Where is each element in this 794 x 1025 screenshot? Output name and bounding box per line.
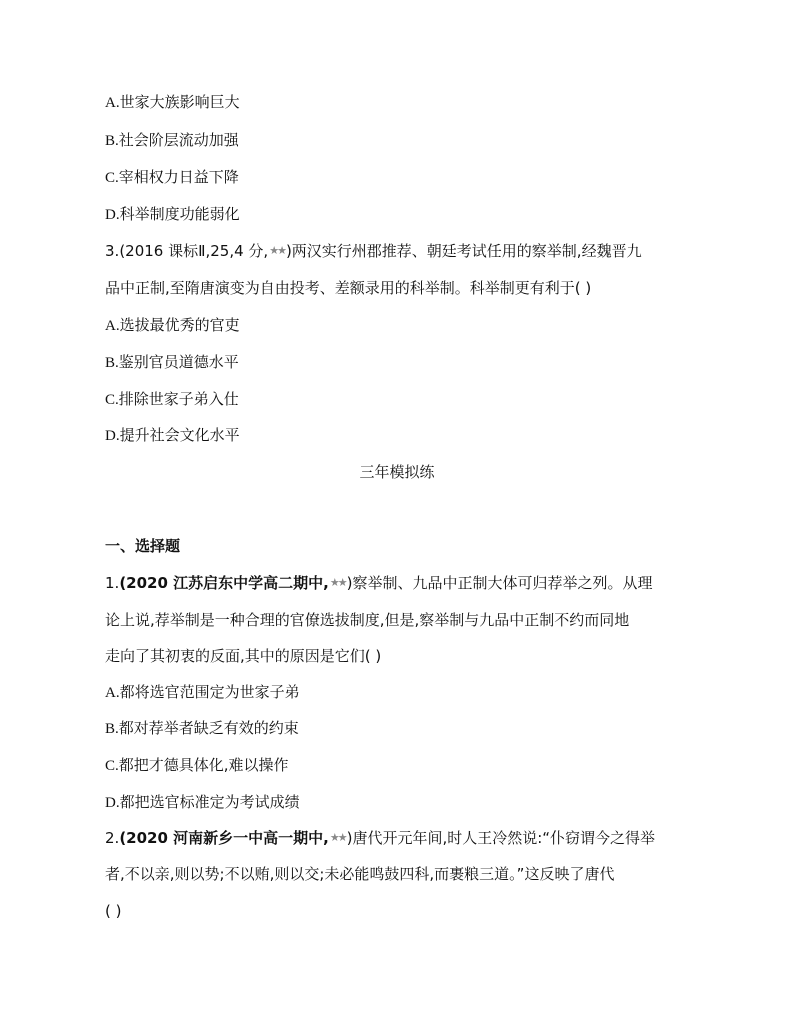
question-3-line-1 [105, 241, 642, 261]
question-number: 2. [105, 829, 120, 847]
option-a [105, 92, 240, 113]
star-icon: ★★ [329, 831, 346, 844]
option-a [105, 682, 300, 703]
option-letter: A. [105, 318, 120, 334]
question-text: 察举制、九品中正制大体可归荐举之列。从理 [352, 574, 653, 592]
option-text: 都把才德具体化,难以操作 [118, 756, 289, 774]
question-source: (2020 江苏启东中学高二期中, [119, 574, 329, 592]
option-letter: B. [105, 355, 119, 371]
option-text: 鉴别官员道德水平 [118, 353, 239, 371]
option-b [105, 130, 239, 151]
option-text: 社会阶层流动加强 [118, 131, 239, 149]
question-text: 唐代开元年间,时人王冷然说:“仆窃谓今之得举 [352, 829, 656, 847]
option-d [105, 792, 300, 813]
question-3-line-2 [105, 278, 591, 298]
question-1-line-2 [105, 610, 629, 630]
question-2-line-3 [105, 901, 121, 921]
question-text: 两汉实行州郡推荐、朝廷考试任用的察举制,经魏晋九 [291, 242, 642, 260]
option-letter: C. [105, 392, 119, 408]
option-letter: C. [105, 758, 119, 774]
question-text: 走向了其初衷的反面,其中的原因是它们 [105, 647, 365, 665]
option-text: 科举制度功能弱化 [119, 205, 240, 223]
star-icon: ★★ [269, 244, 285, 257]
option-letter: D. [105, 428, 120, 444]
answer-paren: ( ) [574, 279, 592, 297]
option-letter: B. [105, 721, 119, 737]
star-icon: ★★ [329, 576, 346, 589]
part-heading: 一、选择题 [105, 537, 181, 555]
question-text: 品中正制,至隋唐演变为自由投考、差额录用的科举制。科举制更有利于 [105, 279, 575, 297]
source-end: ) [346, 829, 353, 847]
option-text: 选拔最优秀的官吏 [119, 316, 240, 334]
answer-paren: ( ) [364, 647, 382, 665]
option-d [105, 425, 240, 446]
option-letter: D. [105, 795, 120, 811]
question-2-line-1 [105, 828, 655, 848]
option-text: 排除世家子弟入仕 [118, 390, 239, 408]
option-a [105, 315, 240, 336]
answer-paren: ( ) [105, 902, 122, 920]
question-text: 者,不以亲,则以势;不以贿,则以交;未必能鸣鼓四科,而裹粮三道。”这反映了唐代 [105, 865, 615, 883]
section-title: 三年模拟练 [359, 463, 435, 481]
option-text: 世家大族影响巨大 [119, 93, 240, 111]
option-text: 宰相权力日益下降 [118, 168, 239, 186]
option-letter: A. [105, 95, 120, 111]
question-number: 1. [105, 574, 120, 592]
option-text: 都把选官标准定为考试成绩 [119, 793, 300, 811]
question-source: (2020 河南新乡一中高一期中, [119, 829, 329, 847]
option-c [105, 755, 289, 776]
question-source: (2016 课标Ⅱ,25,4 分, [119, 242, 269, 260]
option-c [105, 389, 239, 410]
question-number: 3. [105, 242, 120, 260]
question-1-line-3 [105, 646, 381, 666]
option-c [105, 167, 239, 188]
option-text: 提升社会文化水平 [119, 426, 240, 444]
option-text: 都对荐举者缺乏有效的约束 [118, 719, 299, 737]
option-letter: D. [105, 207, 120, 223]
option-b [105, 352, 239, 373]
source-end: ) [346, 574, 353, 592]
option-b [105, 718, 299, 739]
option-text: 都将选官范围定为世家子弟 [119, 683, 300, 701]
option-letter: C. [105, 170, 119, 186]
question-text: 论上说,荐举制是一种合理的官僚选拔制度,但是,察举制与九品中正制不约而同地 [105, 611, 630, 629]
question-2-line-2 [105, 864, 614, 884]
option-letter: B. [105, 133, 119, 149]
question-1-line-1 [105, 573, 652, 593]
source-end: ) [285, 242, 292, 260]
option-d [105, 204, 240, 225]
option-letter: A. [105, 685, 120, 701]
